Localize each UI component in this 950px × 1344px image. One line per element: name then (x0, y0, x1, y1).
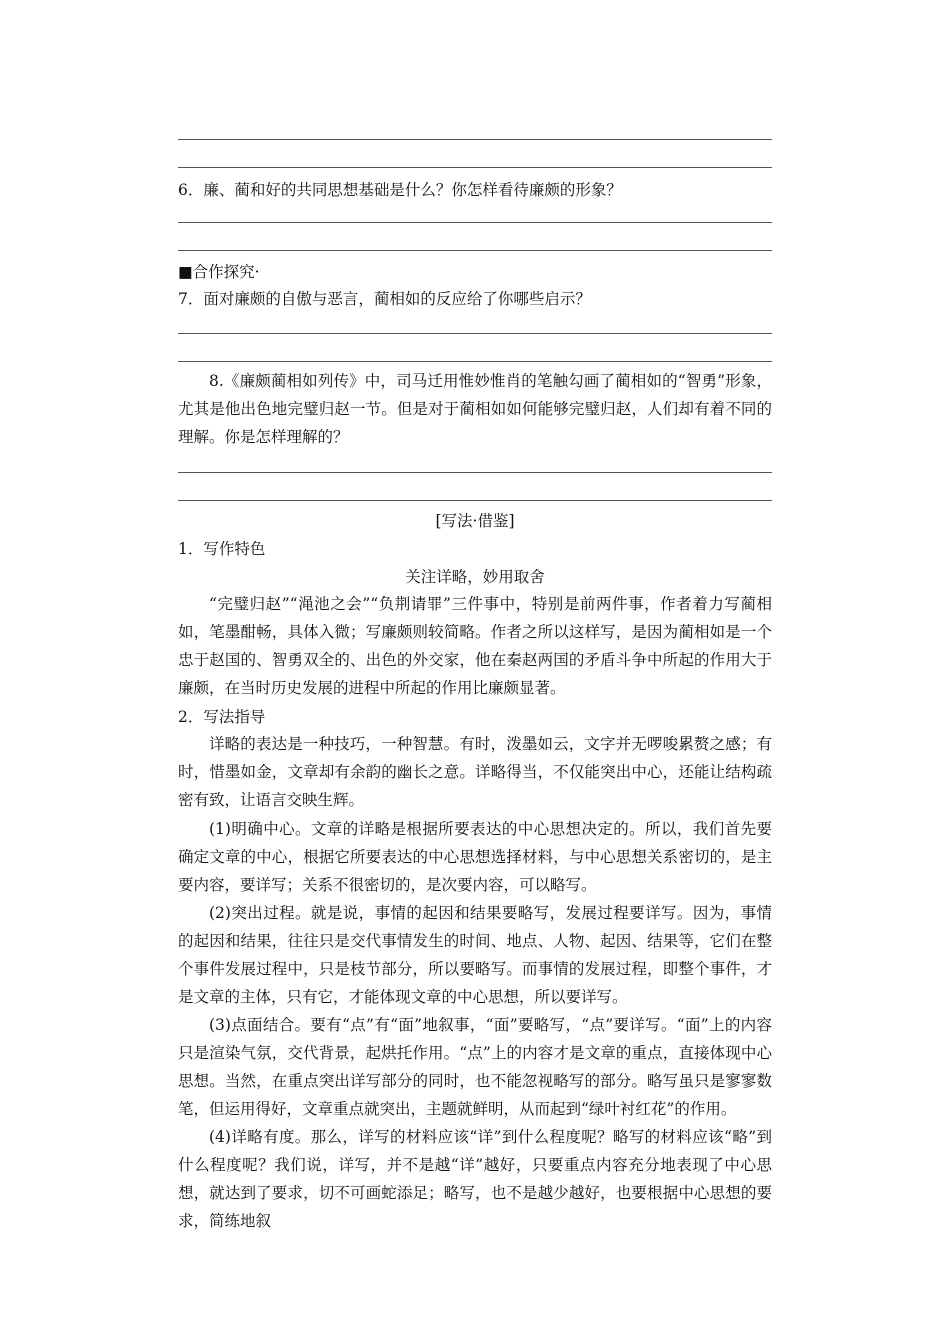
paragraph-feature: “完璧归赵”“渑池之会”“负荆请罪”三件事中，特别是前两件事，作者着力写蔺相如，笔墨酣畅，具体入微；写廉颇则较简略。作者之所以这样写，是因为蔺相如是一个忠于赵国的、智勇双全的、出色的外交家，他在秦赵两国的矛盾斗争中所起的作用大于廉颇，在当时历史发展的进程中所起的作用比廉颇显著。 (178, 595, 772, 697)
paragraph-point-2: (2)突出过程。就是说，事情的起因和结果要略写，发展过程要详写。因为，事情的起因和结果，往往只是交代事情发生的时间、地点、人物、起因、结果等，它们在整个事件发展过程中，只是枝节部分，所以要略写。而事情的发展过程，即整个事件，才是文章的主体，只有它，才能体现文章的中心思想，所以要详写。 (178, 904, 772, 1006)
question-8: 8.《廉颇蔺相如列传》中，司马迁用惟妙惟肖的笔触勾画了蔺相如的“智勇”形象，尤其是他出色地完璧归赵一节。但是对于蔺相如如何能够完璧归赵，人们却有着不同的理解。你是怎样理解的？ (178, 372, 772, 446)
answer-line (178, 139, 772, 140)
paragraph-guidance-intro: 详略的表达是一种技巧，一种智慧。有时，泼墨如云，文字并无啰唆累赘之感；有时，惜墨如金，文章却有余韵的幽长之意。详略得当，不仅能突出中心，还能让结构疏密有致，让语言交映生辉。 (178, 735, 772, 809)
answer-line (178, 500, 772, 501)
paragraph-point-4: (4)详略有度。那么，详写的材料应该“详”到什么程度呢？略写的材料应该“略”到什么程度呢？我们说，详写，并不是越“详”越好，只要重点内容充分地表现了中心思想，就达到了要求，切不可画蛇添足；略写，也不是越少越好，也要根据中心思想的要求，简练地叙 (178, 1128, 772, 1230)
item-1-title (178, 539, 772, 559)
item-2-title: 2．写法指导 (178, 708, 266, 726)
item-1-title-text: 1．写作特色 (178, 540, 266, 558)
answer-line (178, 472, 772, 473)
answer-line (178, 250, 772, 251)
question-7: 7．面对廉颇的自傲与恶言，蔺相如的反应给了你哪些启示？ (178, 290, 591, 308)
paragraph-point-1: (1)明确中心。文章的详略是根据所要表达的中心思想决定的。所以，我们首先要确定文章的中心，根据它所要表达的中心思想选择材料，与中心思想关系密切的，是主要内容，要详写；关系不很密切的，是次要内容，可以略写。 (178, 820, 772, 894)
writing-section-heading: [写法·借鉴] (435, 512, 515, 530)
answer-line (178, 167, 772, 168)
answer-line (178, 333, 772, 334)
section-cooperate-heading: ■合作探究· (178, 263, 260, 281)
answer-line (178, 361, 772, 362)
paragraph-point-3: (3)点面结合。要有“点”有“面”地叙事，“面”要略写，“点”要详写。“面”上的内容只是渲染气氛，交代背景，起烘托作用。“点”上的内容才是文章的重点，直接体现中心思想。当然，在重点突出详写部分的同时，也不能忽视略写的部分。略写虽只是寥寥数笔，但运用得好，文章重点就突出，主题就鲜明，从而起到“绿叶衬红花”的作用。 (178, 1016, 772, 1118)
writing-subtitle: 关注详略，妙用取舍 (405, 568, 545, 586)
question-6: 6．廉、蔺和好的共同思想基础是什么？你怎样看待廉颇的形象？ (178, 181, 622, 199)
answer-line (178, 222, 772, 223)
